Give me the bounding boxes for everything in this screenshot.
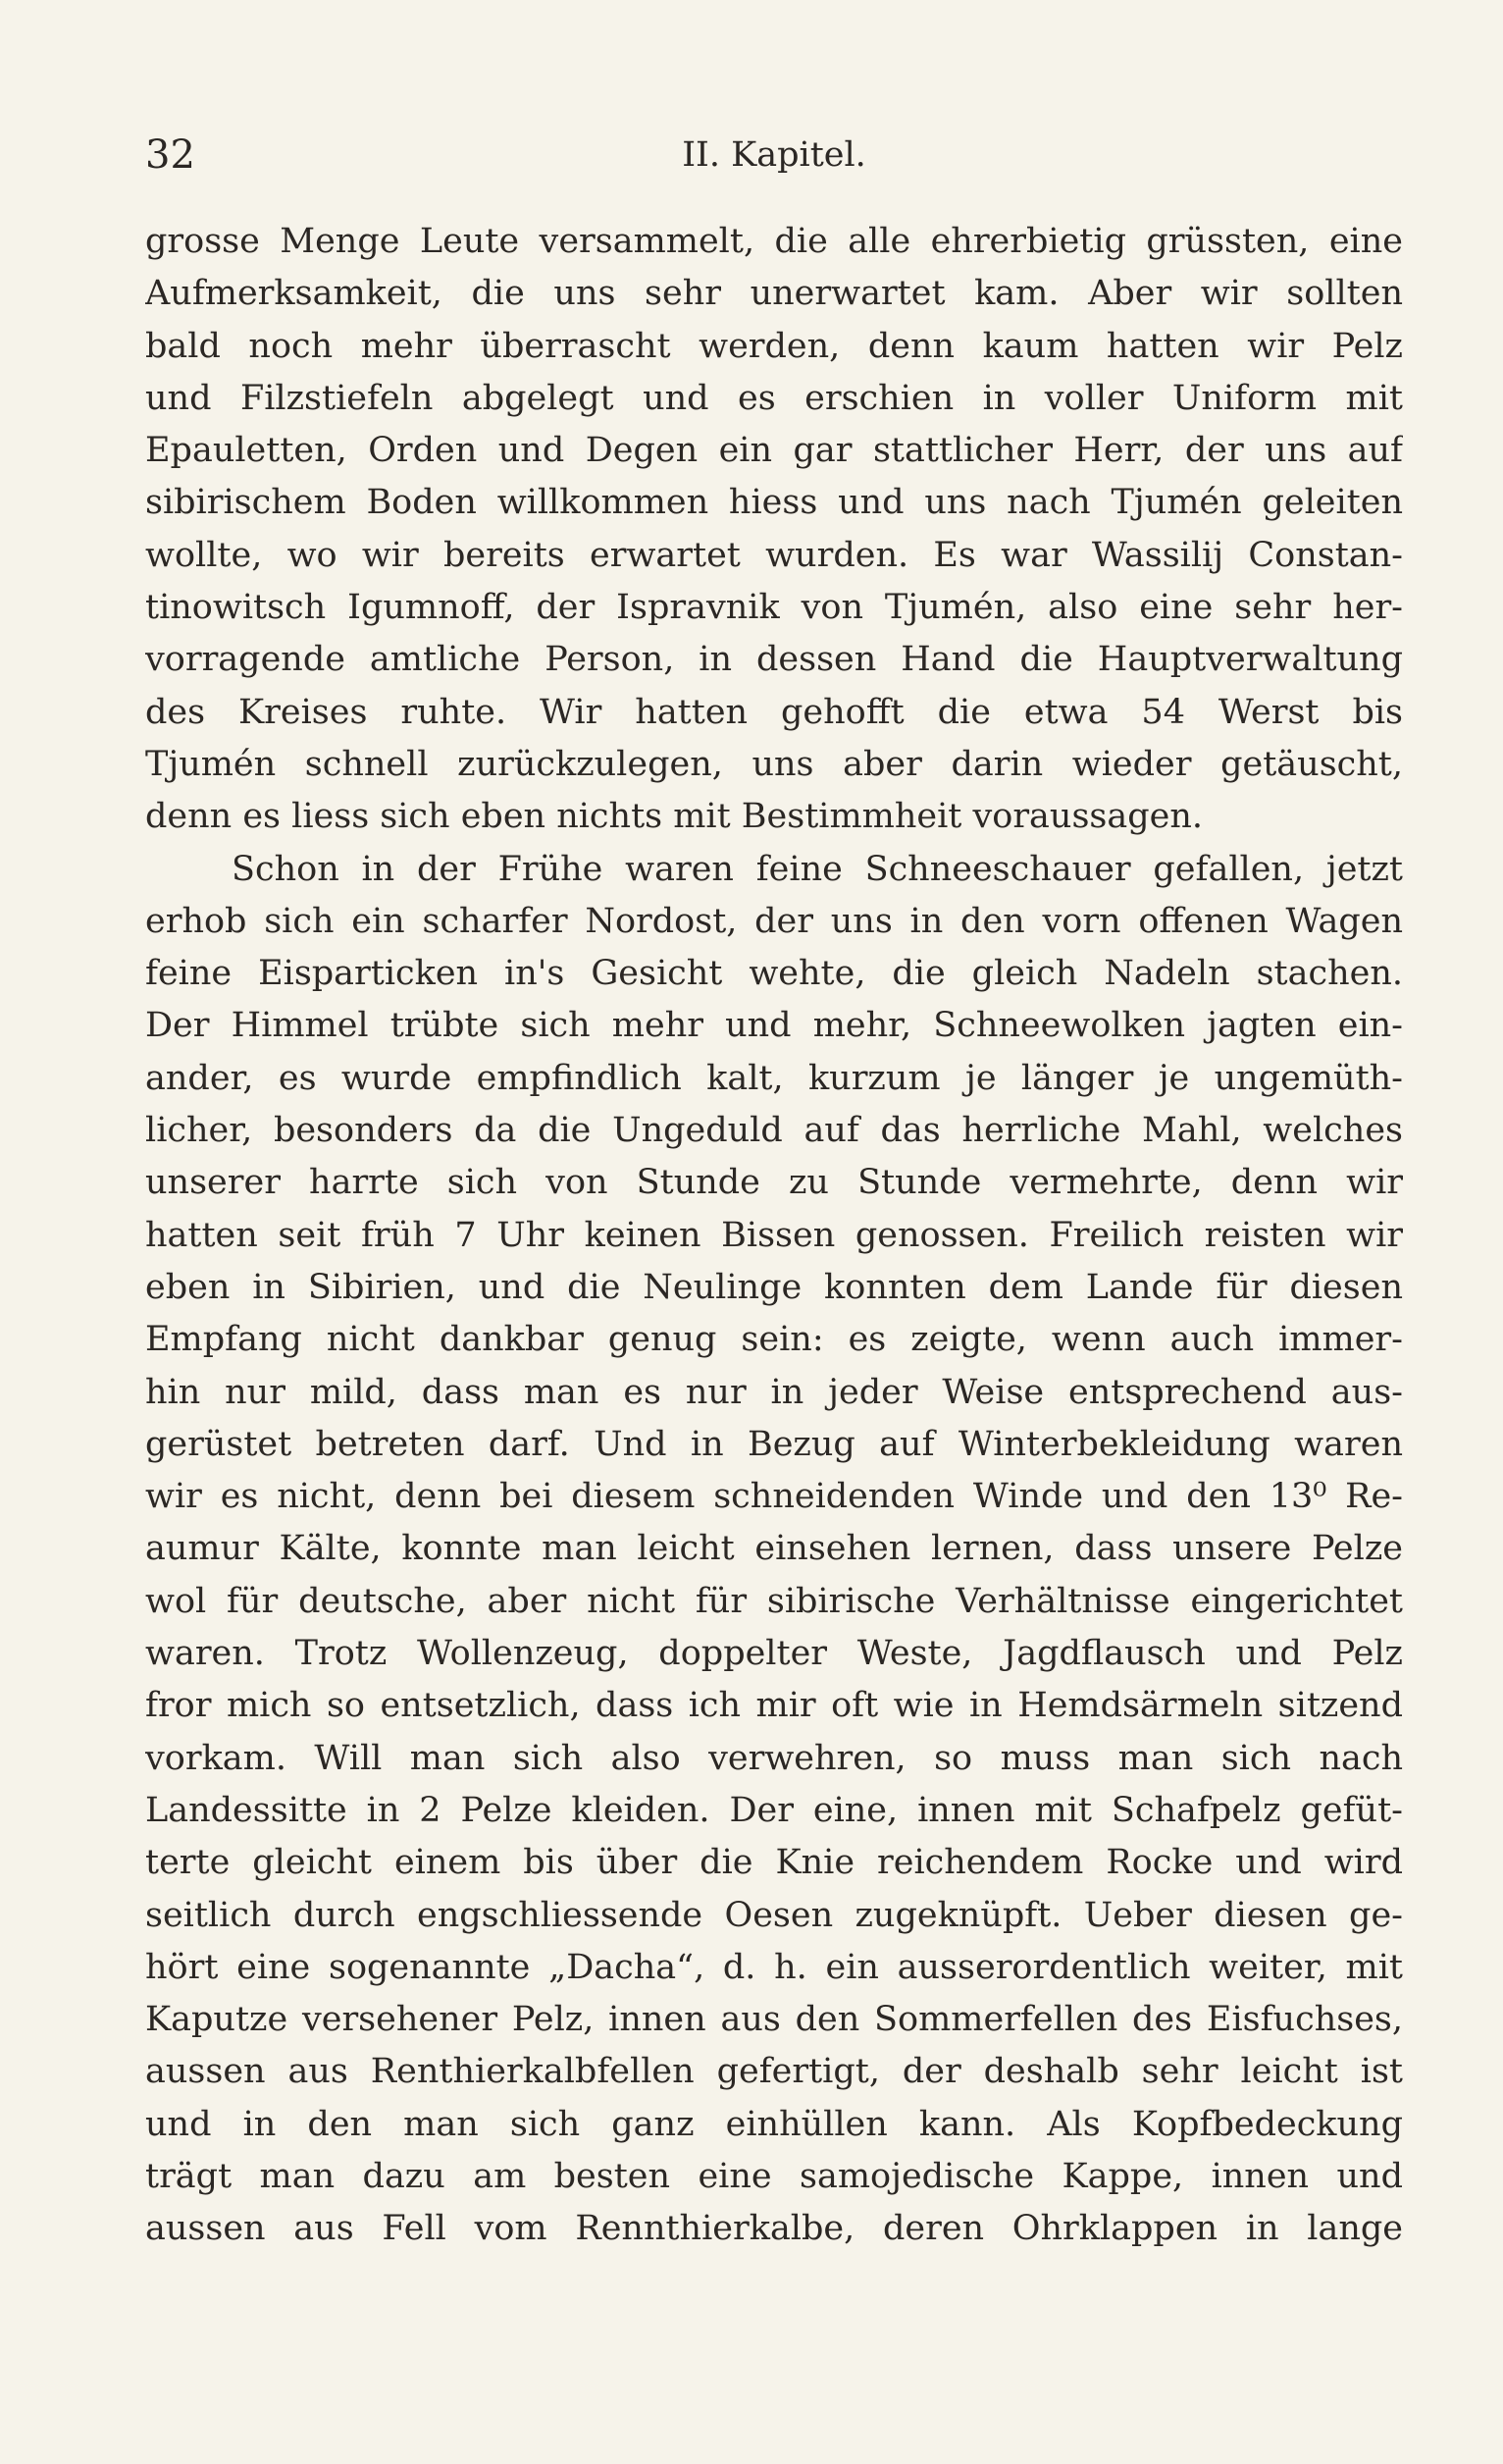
text-line: und Filzstiefeln abgelegt und es erschien in voller Uniform mit: [145, 378, 1403, 418]
text-line: vorragende amtliche Person, in dessen Hand die Hauptverwaltung: [145, 640, 1403, 680]
text-line: wollte, wo wir bereits erwartet wurden. Es war Wassilij Constan-: [145, 535, 1403, 575]
text-line: Landessitte in 2 Pelze kleiden. Der eine, innen mit Schafpelz gefüt-: [145, 1790, 1403, 1830]
text-line: terte gleicht einem bis über die Knie reichendem Rocke und wird: [145, 1843, 1403, 1883]
text-line: erhob sich ein scharfer Nordost, der uns in den vorn offenen Wagen: [145, 901, 1403, 941]
text-line: Schon in der Frühe waren feine Schneeschauer gefallen, jetzt: [232, 849, 1403, 889]
text-line: wol für deutsche, aber nicht für sibirische Verhältnisse eingerichtet: [145, 1581, 1403, 1621]
text-line: eben in Sibirien, und die Neulinge konnten dem Lande für diesen: [145, 1267, 1403, 1307]
text-line: aussen aus Renthierkalbfellen gefertigt, der deshalb sehr leicht ist: [145, 2052, 1403, 2092]
text-line: Empfang nicht dankbar genug sein: es zeigte, wenn auch immer-: [145, 1320, 1403, 1360]
text-line: trägt man dazu am besten eine samojedische Kappe, innen und: [145, 2156, 1403, 2196]
page-number: 32: [145, 132, 195, 178]
text-line: Epauletten, Orden und Degen ein gar stattlicher Herr, der uns auf: [145, 431, 1403, 471]
text-line: hatten seit früh 7 Uhr keinen Bissen genossen. Freilich reisten wir: [145, 1215, 1403, 1255]
text-line: hört eine sogenannte „Dacha“, d. h. ein ausserordentlich weiter, mit: [145, 1947, 1403, 1987]
text-line: feine Eisparticken in's Gesicht wehte, die gleich Nadeln stachen.: [145, 954, 1403, 994]
text-line: seitlich durch engschliessende Oesen zugeknüpft. Ueber diesen ge-: [145, 1895, 1403, 1935]
text-line: des Kreises ruhte. Wir hatten gehofft die etwa 54 Werst bis: [145, 692, 1403, 732]
paragraph: [145, 844, 1403, 2256]
text-line: gerüstet betreten darf. Und in Bezug auf Winterbekleidung waren: [145, 1424, 1403, 1464]
text-line: Kaputze versehener Pelz, innen aus den Sommerfellen des Eisfuchses,: [145, 2000, 1403, 2040]
paragraph: [145, 216, 1403, 844]
text-line: unserer harrte sich von Stunde zu Stunde vermehrte, denn wir: [145, 1163, 1403, 1203]
text-line: aumur Kälte, konnte man leicht einsehen lernen, dass unsere Pelze: [145, 1529, 1403, 1569]
text-line: vorkam. Will man sich also verwehren, so muss man sich nach: [145, 1738, 1403, 1778]
text-line: und in den man sich ganz einhüllen kann. Als Kopfbedeckung: [145, 2104, 1403, 2144]
text-line: Tjumén schnell zurückzulegen, uns aber darin wieder getäuscht,: [145, 744, 1403, 784]
text-line: ander, es wurde empfindlich kalt, kurzum je länger je ungemüth-: [145, 1058, 1403, 1098]
text-line: Aufmerksamkeit, die uns sehr unerwartet kam. Aber wir sollten: [145, 274, 1403, 314]
text-line: wir es nicht, denn bei diesem schneidenden Winde und den 13⁰ Re-: [145, 1477, 1403, 1517]
text-line: denn es liess sich eben nichts mit Bestimmheit voraussagen.: [145, 797, 1204, 837]
text-line: licher, besonders da die Ungeduld auf das herrliche Mahl, welches: [145, 1111, 1403, 1151]
text-line: Der Himmel trübte sich mehr und mehr, Schneewolken jagten ein-: [145, 1006, 1403, 1046]
text-line: grosse Menge Leute versammelt, die alle ehrerbietig grüssten, eine: [145, 222, 1403, 261]
text-line: sibirischem Boden willkommen hiess und uns nach Tjumén geleiten: [145, 483, 1403, 523]
text-line: fror mich so entsetzlich, dass ich mir oft wie in Hemdsärmeln sitzend: [145, 1686, 1403, 1726]
chapter-heading: II. Kapitel.: [682, 135, 866, 175]
body-text: [145, 216, 1403, 2256]
text-line: tinowitsch Igumnoff, der Ispravnik von Tjumén, also eine sehr her-: [145, 588, 1403, 628]
text-line: aussen aus Fell vom Rennthierkalbe, deren Ohrklappen in lange: [145, 2209, 1403, 2249]
text-line: bald noch mehr überrascht werden, denn kaum hatten wir Pelz: [145, 326, 1403, 366]
text-line: hin nur mild, dass man es nur in jeder Weise entsprechend aus-: [145, 1372, 1403, 1412]
running-head: [145, 126, 1403, 184]
text-line: waren. Trotz Wollenzeug, doppelter Weste, Jagdflausch und Pelz: [145, 1634, 1403, 1674]
